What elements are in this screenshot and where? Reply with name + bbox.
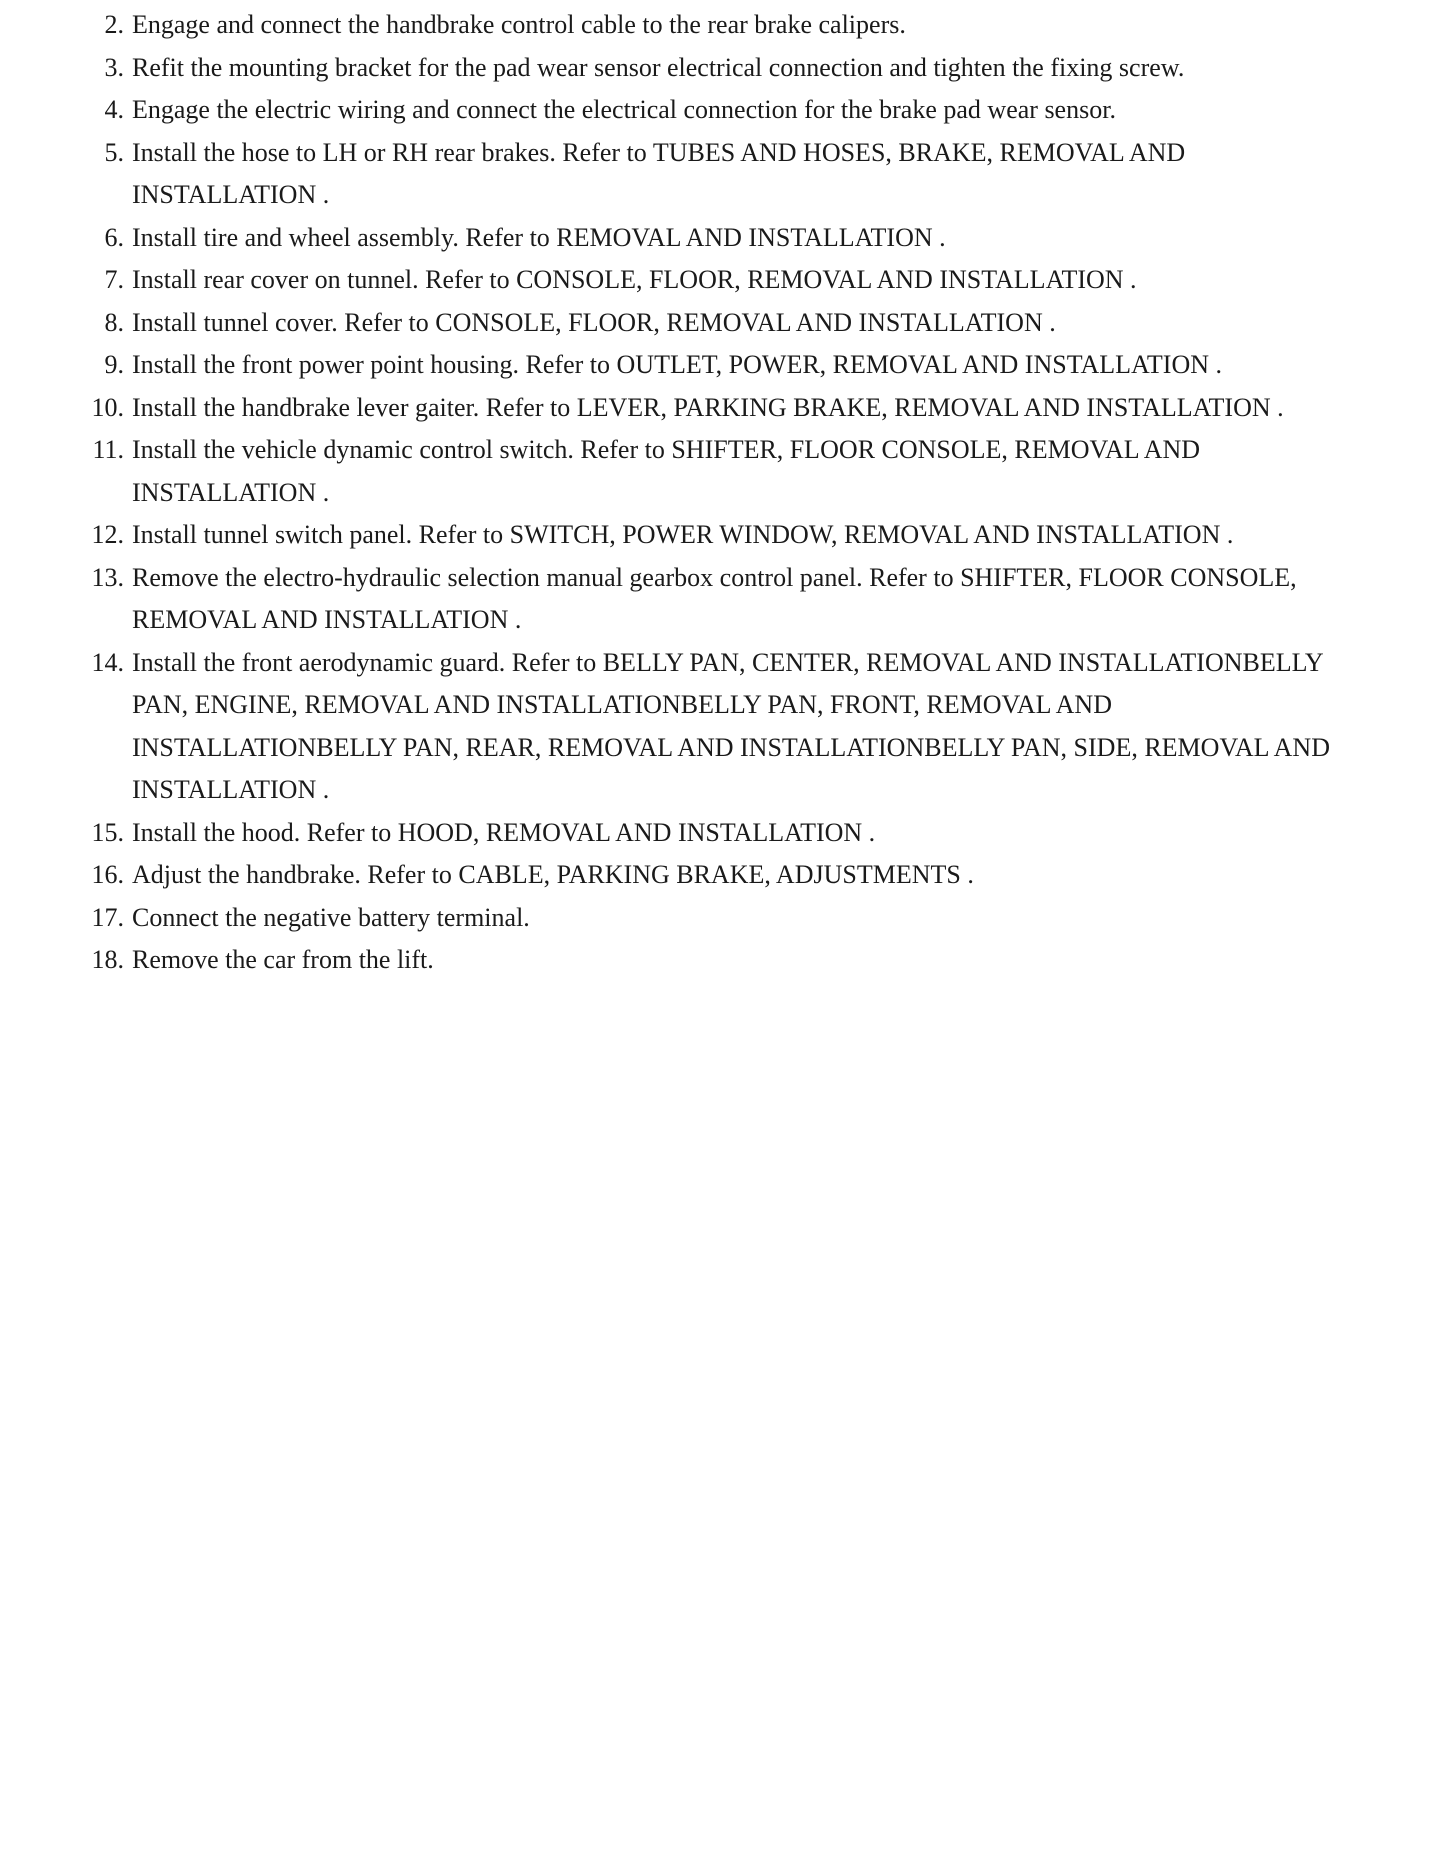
step-text: Install the hood. Refer to HOOD, REMOVAL AND INSTALLATION . [132,817,876,847]
step-item [0,939,1445,982]
step-item [0,302,1445,345]
step-item [0,259,1445,302]
step-number: 6. [104,222,124,252]
step-item [0,812,1445,855]
step-item [0,217,1445,260]
step-item [0,854,1445,897]
step-text: Refit the mounting bracket for the pad wear sensor electrical connection and tighten the fixing screw. [132,52,1185,82]
step-item [0,429,1445,514]
step-item [0,557,1445,642]
step-text: Adjust the handbrake. Refer to CABLE, PARKING BRAKE, ADJUSTMENTS . [132,860,974,889]
step-text: Install the front aerodynamic guard. Refer to BELLY PAN, CENTER, REMOVAL AND INSTALLATIONBELLY PAN, ENGINE, REMOVAL AND INSTALLATIONBELLY PAN, FRONT, REMOVAL AND INSTALLATIONBELLY PAN, REAR, REMOVAL AND INSTALLATIONBELLY PAN, SIDE, REMOVAL AND INSTALLATION . [132,647,1330,804]
step-text: Engage the electric wiring and connect the electrical connection for the brake pad wear sensor. [132,95,1116,124]
step-item [0,132,1445,217]
step-number: 2. [104,10,124,39]
step-item [0,89,1445,132]
step-text: Install tunnel cover. Refer to CONSOLE, FLOOR, REMOVAL AND INSTALLATION . [132,307,1056,337]
step-number: 13. [91,562,124,592]
step-text: Install the vehicle dynamic control switch. Refer to SHIFTER, FLOOR CONSOLE, REMOVAL AND INSTALLATION . [132,435,1201,507]
step-item [0,514,1445,557]
step-item [0,642,1445,812]
step-number: 7. [104,265,124,294]
step-number: 4. [104,95,124,124]
step-number: 8. [104,307,124,337]
step-number: 12. [91,520,124,549]
step-item [0,387,1445,430]
step-text: Install the hose to LH or RH rear brakes. Refer to TUBES AND HOSES, BRAKE, REMOVAL AND INSTALLATION . [132,137,1186,209]
step-number: 3. [104,52,124,82]
step-item [0,897,1445,940]
step-number: 14. [91,647,124,677]
step-number: 16. [91,860,124,889]
step-text: Engage and connect the handbrake control cable to the rear brake calipers. [132,10,906,39]
step-number: 5. [104,137,124,167]
step-number: 18. [91,945,124,974]
step-text: Remove the electro-hydraulic selection manual gearbox control panel. Refer to SHIFTER, FLOOR CONSOLE, REMOVAL AND INSTALLATION . [132,562,1297,634]
procedure-step-list [0,4,1445,982]
step-number: 15. [91,817,124,847]
step-text: Install the handbrake lever gaiter. Refer to LEVER, PARKING BRAKE, REMOVAL AND INSTALLATION . [132,392,1284,422]
step-text: Install tire and wheel assembly. Refer to REMOVAL AND INSTALLATION . [132,222,946,252]
step-item [0,4,1445,47]
step-item [0,47,1445,90]
step-text: Install the front power point housing. Refer to OUTLET, POWER, REMOVAL AND INSTALLATION . [132,350,1223,379]
step-text: Connect the negative battery terminal. [132,902,530,932]
step-text: Install rear cover on tunnel. Refer to CONSOLE, FLOOR, REMOVAL AND INSTALLATION . [132,265,1137,294]
step-item [0,344,1445,387]
step-number: 17. [91,902,124,932]
step-text: Remove the car from the lift. [132,945,434,974]
step-number: 9. [104,350,124,379]
step-number: 11. [92,435,124,464]
step-text: Install tunnel switch panel. Refer to SWITCH, POWER WINDOW, REMOVAL AND INSTALLATION . [132,520,1234,549]
step-number: 10. [91,392,124,422]
